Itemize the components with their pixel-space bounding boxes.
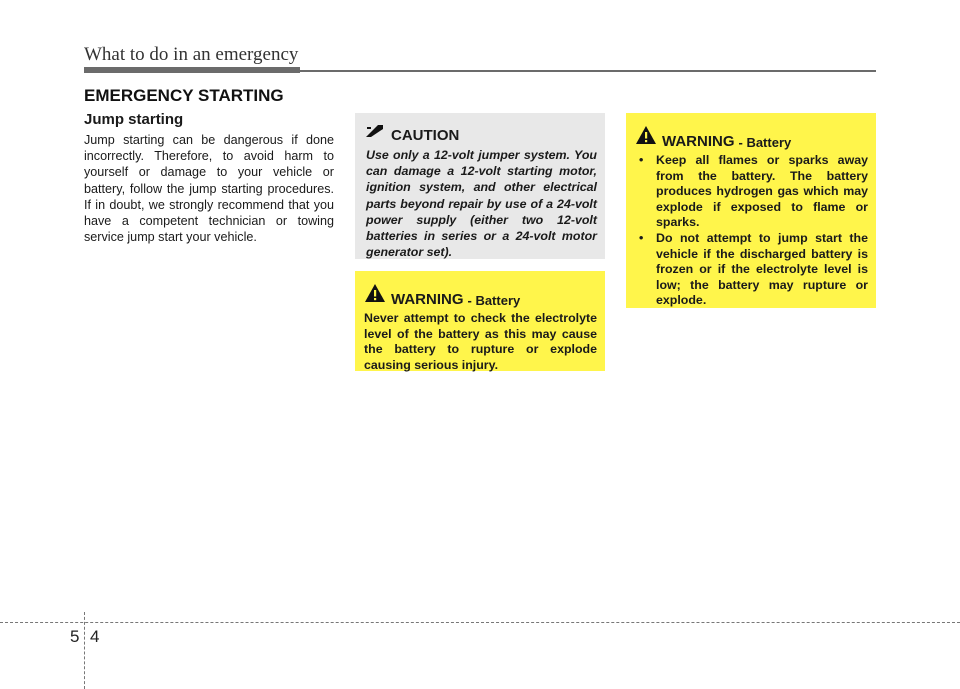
warning-sublabel: - Battery	[467, 293, 521, 308]
warning-header	[635, 125, 868, 150]
jump-starting-heading: Jump starting	[84, 111, 184, 128]
list-item: • Do not attempt to jump start the vehicle if the discharged battery is frozen or if the electrolyte level is low; the battery may rupture or explode.	[635, 231, 868, 309]
caution-wrench-icon	[364, 123, 386, 144]
caution-text: Use only a 12-volt jumper system. You can damage a 12-volt starting motor, ignition system, and other electrical parts beyond repair by use of a 24-volt power supply (either two 12-volt batteries in series or a 24-volt motor generator set).	[366, 148, 597, 260]
caution-header	[364, 123, 597, 144]
section-title: EMERGENCY STARTING	[84, 86, 284, 105]
header-rule-accent	[84, 67, 300, 73]
warning-triangle-icon	[364, 283, 386, 308]
warning-triangle-icon	[635, 125, 657, 150]
warning-label: WARNING	[662, 133, 735, 150]
warning-box-battery	[626, 113, 876, 308]
warning-text: Never attempt to check the electrolyte level of the battery as this may cause the battery to rupture or explode causing serious injury.	[364, 311, 597, 372]
caution-box	[355, 113, 605, 259]
warning-sublabel: - Battery	[738, 135, 792, 150]
page-header-title: What to do in an emergency	[84, 44, 299, 65]
warning-label: WARNING	[391, 291, 464, 308]
chapter-number: 5	[70, 627, 80, 646]
warning-box-electrolyte	[355, 271, 605, 371]
warning-bullet-list	[635, 153, 868, 309]
jump-starting-section	[84, 111, 334, 245]
jump-starting-body: Jump starting can be dangerous if done incorrectly. Therefore, to avoid harm to yourself or damage to your vehicle or battery, follow the jump starting procedures. If in doubt, we strongly recommend that you have a competent technician or towing service jump start your vehicle.	[84, 133, 334, 245]
list-item: • Keep all flames or sparks away from the battery. The battery produces hydrogen gas which may explode if exposed to flame or sparks.	[635, 153, 868, 231]
footer-divider	[84, 612, 85, 689]
footer-rule	[0, 622, 960, 623]
warning-header	[364, 283, 597, 308]
page-number: 4	[90, 627, 100, 646]
caution-label: CAUTION	[391, 127, 460, 144]
